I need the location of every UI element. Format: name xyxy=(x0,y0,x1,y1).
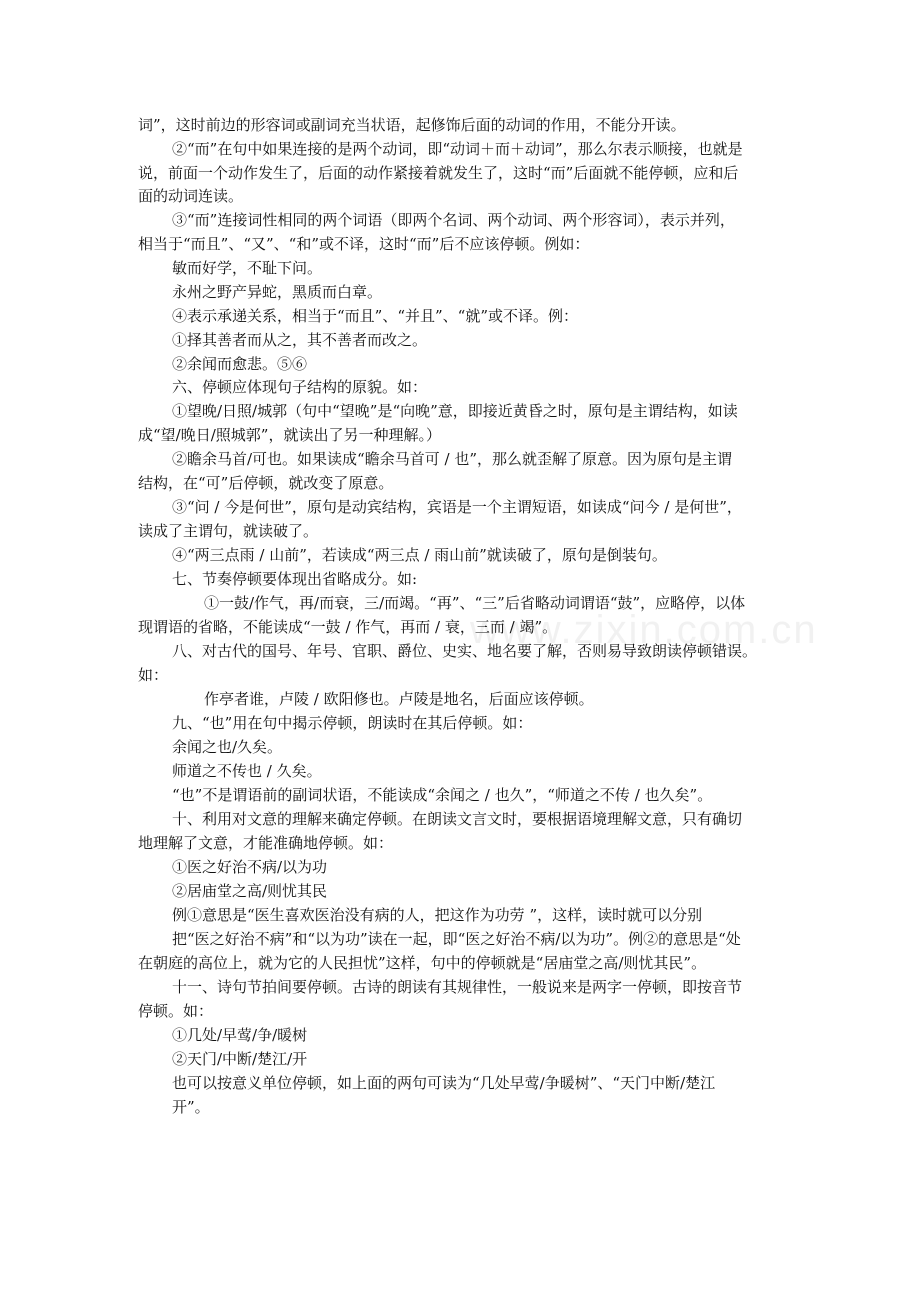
text-line: ①几处/早莺/争/暖树 xyxy=(172,1026,308,1044)
section-heading: 六、停顿应体现句子结构的原貌。如： xyxy=(172,378,428,396)
text-line: 面的动词连读。 xyxy=(138,187,244,205)
text-line: 开”。 xyxy=(172,1098,210,1116)
text-line: ①一鼓/作气，再/而衰，三/而竭。“再”、“三”后省略动词谓语“鼓”，应略停，以体 xyxy=(204,594,746,612)
text-line: ③“问 / 今是何世”，原句是动宾结构，宾语是一个主谓短语，如读成“问今 / 是何世”， xyxy=(172,498,742,516)
section-heading: 九、“也”用在句中揭示停顿，朗读时在其后停顿。如： xyxy=(172,714,533,732)
section-heading: 八、对古代的国号、年号、官职、爵位、史实、地名要了解，否则易导致朗读停顿错误。 xyxy=(172,642,758,660)
text-line: 相当于“而且”、“又”、“和”或不译，这时“而”后不应该停顿。例如： xyxy=(138,235,590,253)
text-line: 余闻之也/久矣。 xyxy=(172,738,283,756)
section-heading: 十、利用对文意的理解来确定停顿。在朗读文言文时，要根据语境理解文意，只有确切 xyxy=(172,810,743,828)
text-line: “也”不是谓语前的副词状语，不能读成“余闻之 / 也久”，“师道之不传 / 也久矣”。 xyxy=(172,786,713,804)
text-line: 说，前面一个动作发生了，后面的动作紧接着就发生了，这时“而”后面就不能停顿，应和后 xyxy=(138,164,739,182)
watermark: www.zixin.com.cn xyxy=(470,608,818,652)
text-line: 结构，在“可”后停顿，就改变了原意。 xyxy=(138,474,394,492)
text-line: ②瞻余马首/可也。如果读成“瞻余马首可 / 也”，那么就歪解了原意。因为原句是主谓 xyxy=(172,450,732,468)
text-line: 永州之野产异蛇，黑质而白章。 xyxy=(172,283,383,301)
text-line: ②天门/中断/楚江/开 xyxy=(172,1050,308,1068)
text-line: 现谓语的省略，不能读成“一鼓 / 作气，再而 / 衰，三而 / 竭”。 xyxy=(138,618,558,636)
text-line: ②居庙堂之高/则忧其民 xyxy=(172,882,328,900)
text-line: ②“而”在句中如果连接的是两个动词，即“动词＋而＋动词”，那么尔表示顺接，也就是 xyxy=(172,140,743,158)
text-line: 读成了主谓句，就读破了。 xyxy=(138,522,319,540)
text-line: 如： xyxy=(138,666,169,684)
section-heading: 十一、诗句节拍间要停顿。古诗的朗读有其规律性，一般说来是两字一停顿，即按音节 xyxy=(172,978,743,996)
text-line: ③“而”连接词性相同的两个词语（即两个名词、两个动词、两个形容词），表示并列， xyxy=(172,211,735,229)
text-line: 师道之不传也 / 久矣。 xyxy=(172,762,322,780)
text-line: ④表示承递关系，相当于“而且”、“并且”、“就”或不译。例： xyxy=(172,307,579,325)
text-line: ①望晚/日照/城郭（句中“望晚”是“向晚”意，即接近黄昏之时，原句是主谓结构，如读 xyxy=(172,402,738,420)
text-line: 敏而好学，不耻下问。 xyxy=(172,259,323,277)
text-line: ②余闻而愈悲。⑤⑥ xyxy=(172,355,308,373)
text-line: 词”，这时前边的形容词或副词充当状语，起修饰后面的动词的作用，不能分开读。 xyxy=(138,116,686,134)
text-line: ④“两三点雨 / 山前”，若读成“两三点 / 雨山前”就读破了，原句是倒装句。 xyxy=(172,546,667,564)
section-heading: 七、节奏停顿要体现出省略成分。如: xyxy=(172,570,418,588)
text-line: 作亭者谁，卢陵 / 欧阳修也。卢陵是地名，后面应该停顿。 xyxy=(204,690,594,708)
text-line: 也可以按意义单位停顿，如上面的两句可读为“几处早莺/争暖树”、“天门中断/楚江 xyxy=(172,1074,716,1092)
text-line: 把“医之好治不病”和“以为功”读在一起，即“医之好治不病/以为功”。例②的意思是“处 xyxy=(172,930,741,948)
text-line: 成“望/晚日/照城郭”，就读出了另一种理解。） xyxy=(138,426,441,444)
text-line: ①医之好治不病/以为功 xyxy=(172,858,328,876)
text-line: 停顿。如： xyxy=(138,1002,214,1020)
text-line: 地理解了文意，才能准确地停顿。如： xyxy=(138,834,394,852)
text-line: 例①意思是“医生喜欢医治没有病的人，把这作为功劳 ”，这样，读时就可以分别 xyxy=(172,906,703,924)
text-line: ①择其善者而从之，其不善者而改之。 xyxy=(172,331,428,349)
text-line: 在朝庭的高位上，就为它的人民担忧”这样，句中的停顿就是“居庙堂之高/则忧其民”。 xyxy=(138,954,707,972)
